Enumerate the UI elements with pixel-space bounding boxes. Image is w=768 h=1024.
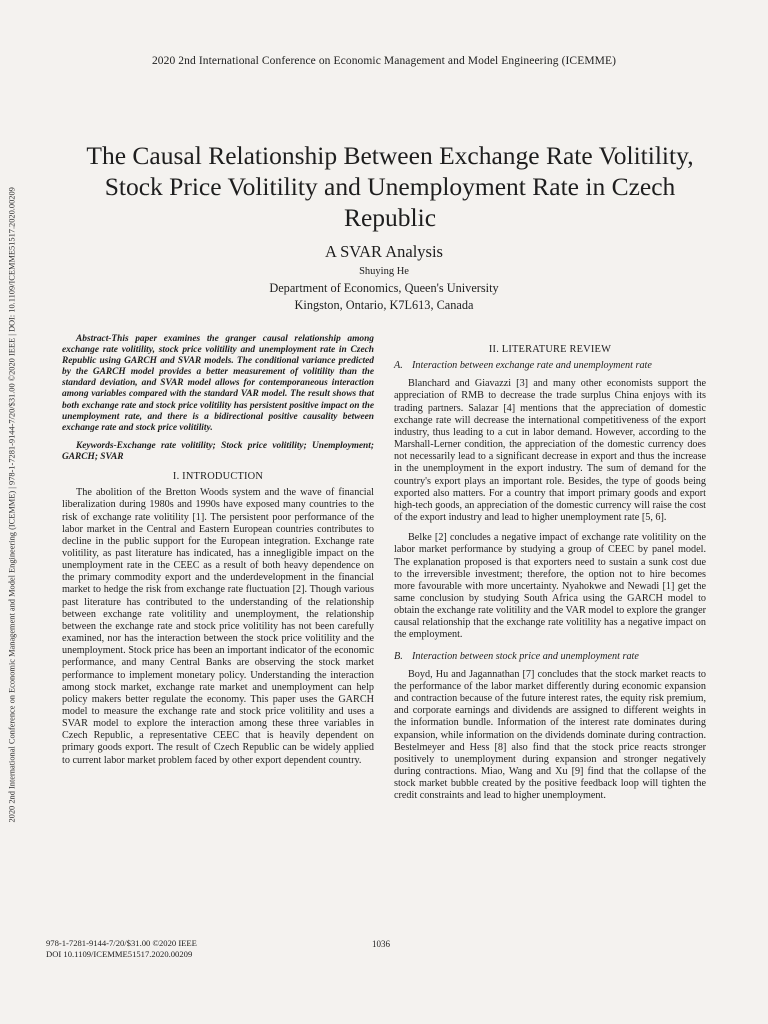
paper-subtitle: A SVAR Analysis (325, 242, 443, 261)
section-heading-introduction: I. INTRODUCTION (172, 471, 264, 483)
footer-isbn: 978-1-7281-9144-7/20/$31.00 ©2020 IEEE (46, 938, 197, 948)
footer-copyright (46, 938, 197, 959)
conference-header: 2020 2nd International Conference on Economic Management and Model Engineering (ICEMME) (151, 55, 617, 67)
subsection-heading-a (394, 360, 706, 372)
literature-a-paragraph-2: Belke [2] concludes a negative impact of exchange rate volitility on the labor market performance by studying a group of CEEC by panel model. The explanation proposed is that exporters need to sustain a sunk cost due to the irreversible investment; therefore, the option not to hire becomes more favourable with more uncertainty. Nyahokwe and Newadi [1] get the same conclusion by studying South Africa using the GARCH model to obtain the exchange rate volitility and the VAR model to explore the granger causal relationship that the exchange rate volitility has a negative impact on the employment. (394, 532, 706, 641)
subsection-a-title: Interaction between exchange rate and unemployment rate (412, 360, 652, 372)
literature-a-paragraph-1: Blanchard and Giavazzi [3] and many other economists support the appreciation of RMB to decrease the trade surplus China enjoys with its trading partners. Salazar [4] mentions that the appreciation of domestic exchange rate will decrease the international competitiveness of the export industry, thus leading to a cut in labor demand. However, according to the Marshall-Lerner condition, the appreciation of the domestic currency does not necessarily lead to a significant decrease in export and thus the increase in the unemployment in the export industry. The sum of demand for the country's export plays an important role. Besides, the type of goods being exported also matters. For a country that import primary goods and export high-tech goods, an appreciation of the domestic currency will raise the cost of the export industry and lead to higher unemployment rate [5, 6]. (394, 378, 706, 524)
author-name: Shuying He (359, 266, 409, 277)
literature-b-paragraph-1: Boyd, Hu and Jagannathan [7] concludes that the stock market reacts to the performance of the labor market differently during economic expansion and contraction because of the future interest rates, the equity risk premium, and corporate earnings and dividends are assigned to different weights in the information bundle. Information of the interest rate dominates during expansion, while information on the dividends dominate during contraction. Bestelmeyer and Hess [8] also find that the stock price reacts stronger positively to unemployment during expansion and stronger negatively during contractions. Miao, Wang and Xu [9] find that the collapse of the stock market bubble created by the positive feedback loop will tighten the credit constraints and lead to higher unemployment. (394, 668, 706, 802)
section-heading-literature-review: II. LITERATURE REVIEW (488, 344, 612, 355)
side-doi-note: 2020 2nd International Conference on Economic Management and Model Engineering (ICEMME) | 978-1-7281-9144-7/20/$31.00 ©2020 IEEE | DOI: 10.1109/ICEMME51517.2020.00209 (7, 187, 17, 823)
left-column (62, 334, 374, 767)
author-affiliation-department: Department of Economics, Queen's University (269, 281, 499, 295)
subsection-b-title: Interaction between stock price and unemployment rate (412, 650, 639, 662)
footer-doi: DOI 10.1109/ICEMME51517.2020.00209 (46, 948, 193, 959)
author-affiliation-location: Kingston, Ontario, K7L613, Canada (294, 298, 474, 312)
keywords: Keywords-Exchange rate volitility; Stock price volitility; Unemployment; GARCH; SVAR (62, 440, 374, 462)
subsection-heading-b (394, 651, 706, 663)
right-column (394, 336, 706, 802)
paper-title: The Causal Relationship Between Exchange Rate Volitility, Stock Price Volitility and Unemployment Rate in Czech Republic (86, 141, 694, 232)
subsection-a-number: A. (394, 360, 403, 372)
introduction-paragraph: The abolition of the Bretton Woods system and the wave of financial liberalization during 1980s and 1990s have exposed many countries to the risk of exchange rate volitility [1]. The persistent poor performance of the labor market in the Central and Eastern European countries contributes to decline in the public support for the European integration. Exchange rate volitility, as past literature has indicated, has a innegligible impact on the unemployment rate in the CEEC as a result of both heavy dependence on the primary commodity export and the underdevelopment in the financial market to hedge the risk from exchange rate fluctuation [2]. Though various past literature has contributed to the understanding of the relationship between exchange rate volitility and unemployment, the relationship between the exchange rate and stock price volitility has not been carefully examined, nor has the interaction between the stock price volitility and the unemployment. Stock price has been an important indicator of the economic performance, and many Central Banks are observing the stock market performance to implement monetary policy. Understanding the interaction among stock market, exchange rate market and unemployment can help policy makers better regulate the economy. This paper uses the GARCH model to measure the exchange rate and stock price volitility and uses a SVAR model to explore the interaction among these three variables in Czech Republic, a representative CEEC that is heavily dependent on primary goods export. The result of Czech Republic can be widely applied to current labor market problem faced by other export dependent country. (62, 487, 374, 766)
abstract: Abstract-This paper examines the granger causal relationship among exchange rate volitility, stock price volitility and unemployment rate in Czech Republic using GARCH and SVAR models. The conditional variance predicted by the GARCH model provides a better measurement of volitility than the standard deviation, and SVAR model allows for contemporaneous interaction among variables compared with the standard VAR model. The result shows that both exchange rate and stock price volitility has persistent positive impact on the unemployment rate, and there is a bidirectional positive causality between exchange rate and stock price volitility. (62, 334, 374, 433)
page-number: 1036 (372, 939, 390, 949)
subsection-b-number: B. (394, 650, 403, 662)
